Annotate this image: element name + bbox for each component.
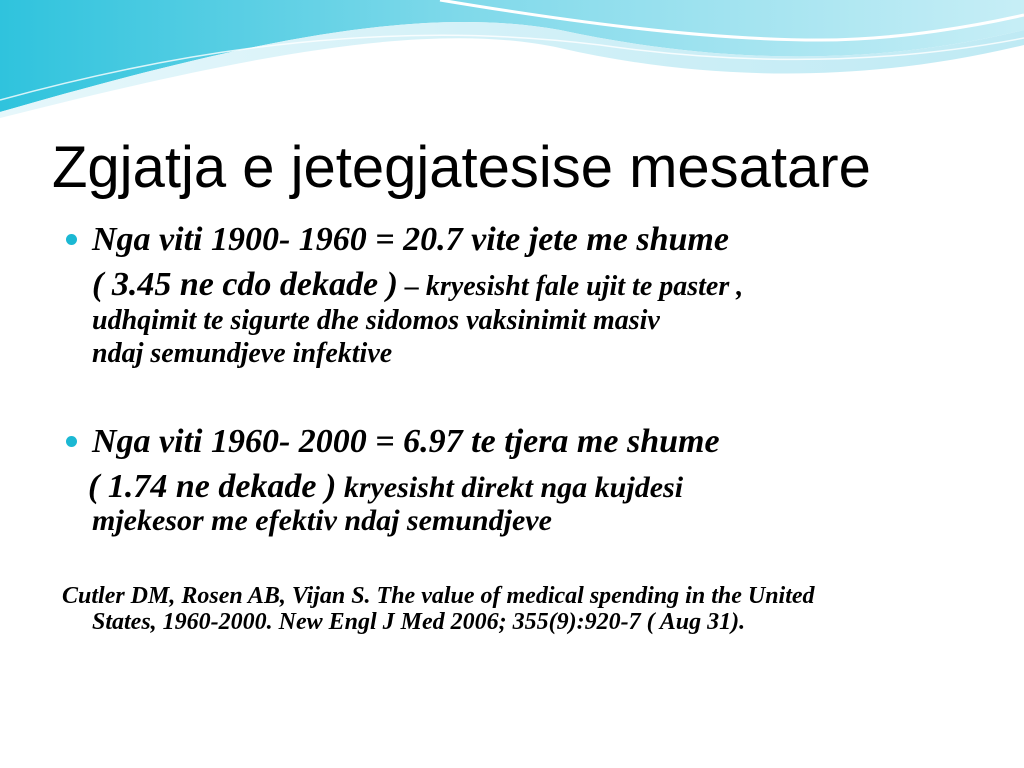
bullet-2-detail-2: mjekesor me efektiv ndaj semundjeve — [92, 504, 552, 537]
slide-title: Zgjatja e jetegjatesise mesatare — [52, 135, 871, 200]
bullet-1-paren: ( 3.45 ne cdo dekade ) — [92, 266, 398, 303]
bullet-2-lead: Nga viti 1960- 2000 = 6.97 te tjera me shume — [92, 423, 720, 460]
bullet-1-detail-2: udhqimit te sigurte dhe sidomos vaksinimit masiv — [92, 305, 660, 336]
bullet-dot-icon — [66, 436, 77, 447]
reference-line-2: States, 1960-2000. New Engl J Med 2006; 355(9):920-7 ( Aug 31). — [92, 609, 746, 635]
bullet-1-lead: Nga viti 1900- 1960 = 20.7 vite jete me shume — [92, 221, 729, 258]
bullet-1-detail-3: ndaj semundjeve infektive — [92, 338, 393, 369]
bullet-2-paren: ( 1.74 ne dekade ) — [88, 468, 337, 505]
bullet-dot-icon — [66, 234, 77, 245]
bullet-1-detail-1: – kryesisht fale ujit te paster , — [397, 271, 744, 302]
bullet-2-detail-1: kryesisht direkt nga kujdesi — [336, 471, 684, 504]
reference-line-1: Cutler DM, Rosen AB, Vijan S. The value of medical spending in the United — [62, 583, 815, 609]
